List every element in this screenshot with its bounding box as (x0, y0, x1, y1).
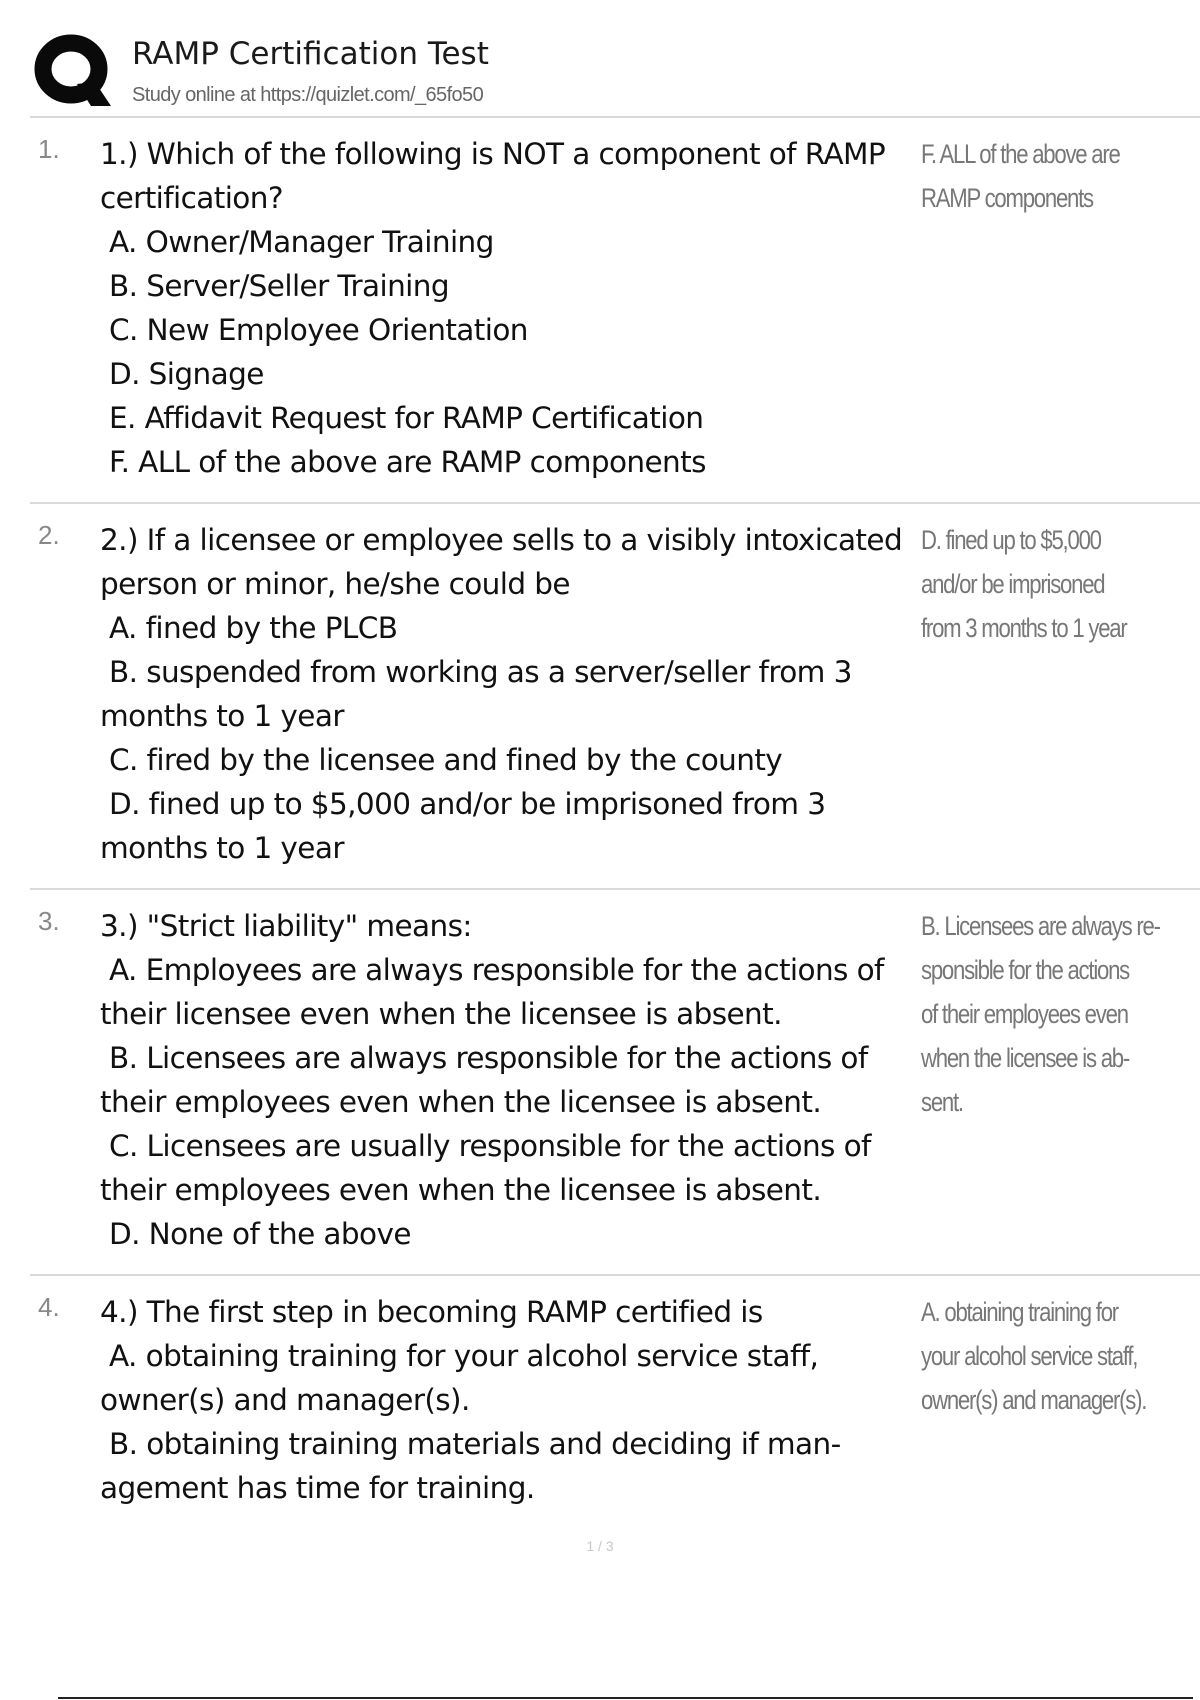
question-text: 1.) Which of the following is NOT a component of RAMP (100, 137, 886, 171)
question-line: B. suspended from working as a server/seller from 3 (109, 655, 852, 689)
question-line: D. Signage (109, 357, 264, 391)
card-number: 3. (38, 906, 60, 936)
question-line: B. obtaining training materials and deciding if man- (109, 1427, 841, 1461)
answer-definition (921, 132, 1151, 220)
answer-line: B. Licensees are always re- (921, 911, 1160, 941)
answer-definition (921, 1290, 1151, 1422)
question-line: F. ALL of the above are RAMP components (109, 445, 706, 479)
study-online-link-text: Study online at https://quizlet.com/_65fo50 (132, 84, 484, 106)
question-line: C. fired by the licensee and fined by the county (109, 743, 783, 777)
answer-line: sent. (921, 1087, 963, 1117)
question-text: 3.) "Strict liability" means: (100, 909, 472, 943)
question-line: certification? (100, 181, 283, 215)
page-number: 1 / 3 (586, 1538, 614, 1554)
document-header (30, 28, 1200, 118)
question-line: months to 1 year (100, 831, 344, 865)
question-line: agement has time for training. (100, 1471, 535, 1505)
answer-definition (921, 904, 1160, 1124)
answer-line: of their employees even (921, 999, 1128, 1029)
question-line: A. Employees are always responsible for the actions of (109, 953, 884, 987)
quizlet-q-logo-icon (33, 34, 113, 110)
flashcard-row (30, 504, 1200, 890)
card-number: 2. (38, 520, 60, 550)
answer-line: A. obtaining training for (921, 1297, 1118, 1327)
answer-line: sponsible for the actions (921, 955, 1130, 985)
question-line: their employees even when the licensee is absent. (100, 1173, 822, 1207)
answer-line: D. fined up to $5,000 (921, 525, 1101, 555)
question-line: owner(s) and manager(s). (100, 1383, 470, 1417)
question-term (100, 1290, 940, 1510)
answer-line: RAMP components (921, 183, 1093, 213)
card-number: 4. (38, 1292, 60, 1322)
answer-line: F. ALL of the above are (921, 139, 1120, 169)
document-title: RAMP Certification Test (132, 36, 489, 72)
question-term (100, 518, 940, 870)
flashcard-row (30, 118, 1200, 504)
footer-divider (58, 1697, 1193, 1699)
question-line: D. fined up to $5,000 and/or be imprisoned from 3 (109, 787, 826, 821)
question-line: C. Licensees are usually responsible for the actions of (109, 1129, 871, 1163)
question-line: B. Licensees are always responsible for the actions of (109, 1041, 868, 1075)
question-term (100, 132, 940, 484)
question-line: D. None of the above (109, 1217, 411, 1251)
flashcard-row (30, 1276, 1200, 1528)
question-line: E. Affidavit Request for RAMP Certification (109, 401, 704, 435)
answer-line: when the licensee is ab- (921, 1043, 1130, 1073)
question-line: months to 1 year (100, 699, 344, 733)
answer-line: and/or be imprisoned (921, 569, 1105, 599)
question-line: C. New Employee Orientation (109, 313, 528, 347)
answer-line: from 3 months to 1 year (921, 613, 1127, 643)
question-line: their licensee even when the licensee is absent. (100, 997, 782, 1031)
question-text: 4.) The first step in becoming RAMP certified is (100, 1295, 763, 1329)
question-line: A. obtaining training for your alcohol service staff, (109, 1339, 819, 1373)
flashcard-list (30, 118, 1200, 1528)
flashcard-row (30, 890, 1200, 1276)
card-number: 1. (38, 134, 60, 164)
question-line: B. Server/Seller Training (109, 269, 449, 303)
question-line: A. Owner/Manager Training (109, 225, 494, 259)
answer-line: owner(s) and manager(s). (921, 1385, 1147, 1415)
question-text: 2.) If a licensee or employee sells to a visibly intoxicated (100, 523, 903, 557)
answer-definition (921, 518, 1151, 650)
question-line: their employees even when the licensee is absent. (100, 1085, 822, 1119)
question-term (100, 904, 940, 1256)
question-line: A. fined by the PLCB (109, 611, 398, 645)
question-line: person or minor, he/she could be (100, 567, 570, 601)
answer-line: your alcohol service staff, (921, 1341, 1138, 1371)
